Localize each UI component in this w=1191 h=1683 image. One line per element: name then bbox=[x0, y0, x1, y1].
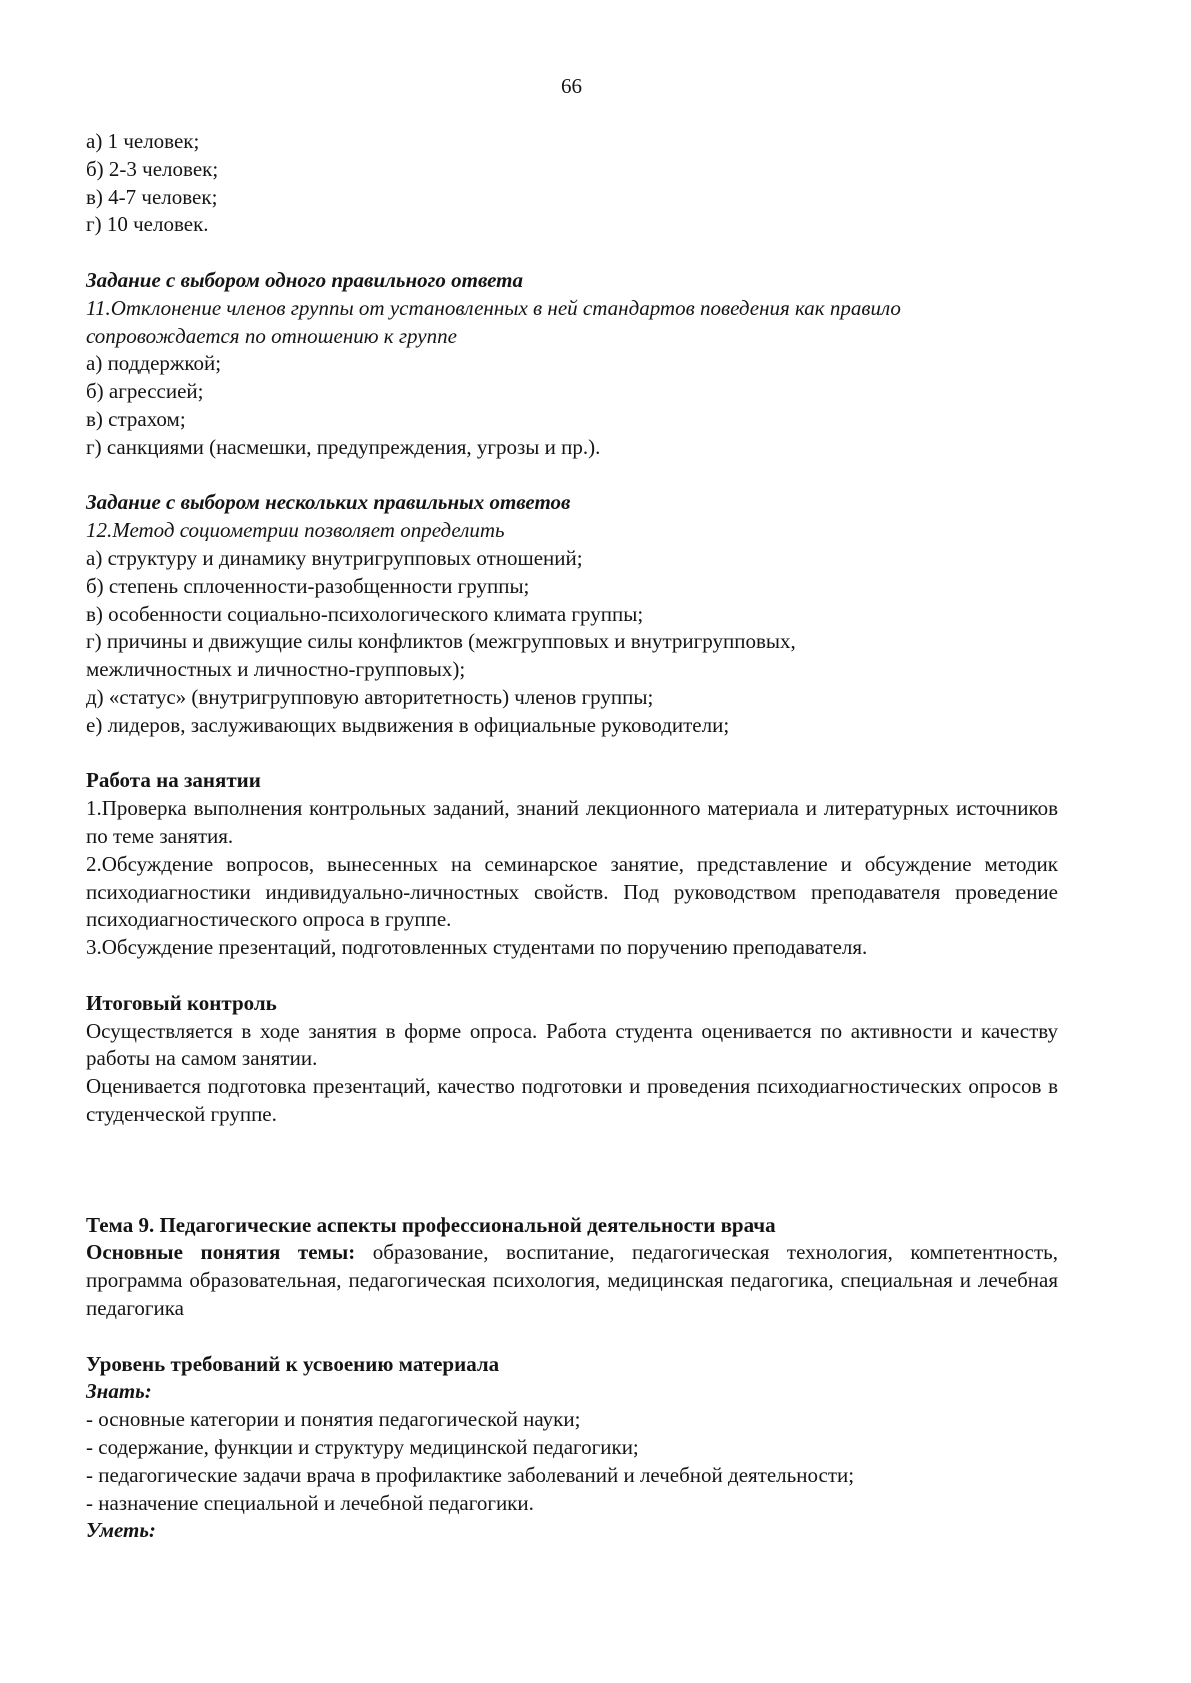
class-work-section bbox=[86, 767, 1058, 962]
option-e: д) «статус» (внутригрупповую авторитетность) членов группы; bbox=[86, 684, 654, 709]
key-concepts-label: Основные понятия темы: bbox=[86, 1240, 356, 1265]
option-b: б) степень сплоченности-разобщенности группы; bbox=[86, 573, 530, 598]
task-12 bbox=[86, 489, 1058, 739]
option-a: а) структуру и динамику внутригрупповых отношений; bbox=[86, 545, 583, 570]
option-d: г) причины и движущие силы конфликтов (межгрупповых и внутригрупповых, bbox=[86, 629, 796, 654]
option-d: г) 10 человек. bbox=[86, 212, 209, 237]
class-work-item-3: 3.Обсуждение презентаций, подготовленных студентами по поручению преподавателя. bbox=[86, 935, 868, 960]
question-text: сопровождается по отношению к группе bbox=[86, 323, 457, 348]
option-d-continued: межличностных и личностно-групповых); bbox=[86, 657, 466, 682]
know-item: - содержание, функции и структуру медицинской педагогики; bbox=[86, 1435, 639, 1460]
option-c: в) 4-7 человек; bbox=[86, 184, 218, 209]
can-label: Уметь: bbox=[86, 1518, 156, 1543]
option-c: в) страхом; bbox=[86, 406, 186, 431]
key-concepts bbox=[86, 1239, 1058, 1322]
option-d: г) санкциями (насмешки, предупреждения, угрозы и пр.). bbox=[86, 434, 601, 459]
page-content bbox=[86, 128, 1058, 1545]
page-number: 66 bbox=[561, 74, 582, 98]
option-b: б) агрессией; bbox=[86, 379, 204, 404]
question-text: 12.Метод социометрии позволяет определить bbox=[86, 518, 505, 543]
paragraph: Осуществляется в ходе занятия в форме опроса. Работа студента оценивается по активности и качеству работы на самом занятии. bbox=[86, 1018, 1058, 1071]
section-heading: Итоговый контроль bbox=[86, 990, 277, 1015]
option-a: а) поддержкой; bbox=[86, 351, 222, 376]
know-item: - назначение специальной и лечебной педагогики. bbox=[86, 1490, 534, 1515]
section-heading: Работа на занятии bbox=[86, 768, 261, 793]
class-work-item-1: 1.Проверка выполнения контрольных заданий, знаний лекционного материала и литературных источников по теме занятия. bbox=[86, 796, 1058, 848]
final-control-section bbox=[86, 990, 1058, 1129]
class-work-item-2: 2.Обсуждение вопросов, вынесенных на семинарское занятие, представление и обсуждение методик психодиагностики индивидуально-личностных свойств. Под руководством преподавателя проведение психодиагностического опроса в группе. bbox=[86, 851, 1058, 932]
task-type-heading: Задание с выбором одного правильного ответа bbox=[86, 267, 523, 292]
topic-title: Тема 9. Педагогические аспекты профессиональной деятельности врача bbox=[86, 1212, 776, 1237]
q10-options bbox=[86, 128, 1058, 239]
know-label: Знать: bbox=[86, 1379, 152, 1404]
requirements-section bbox=[86, 1351, 1058, 1546]
question-text: 11.Отклонение членов группы от установленных в ней стандартов поведения как правило bbox=[86, 295, 901, 320]
topic-9-section bbox=[86, 1212, 1058, 1323]
task-type-heading: Задание с выбором нескольких правильных ответов bbox=[86, 490, 571, 515]
option-c: в) особенности социально-психологического климата группы; bbox=[86, 601, 644, 626]
option-a: а) 1 человек; bbox=[86, 129, 200, 153]
task-11 bbox=[86, 267, 1058, 462]
section-heading: Уровень требований к усвоению материала bbox=[86, 1351, 500, 1376]
option-f: е) лидеров, заслуживающих выдвижения в официальные руководители; bbox=[86, 712, 730, 737]
paragraph: Оценивается подготовка презентаций, качество подготовки и проведения психодиагностических опросов в студенческой группе. bbox=[86, 1074, 1058, 1126]
key-concepts-text: образование, воспитание, педагогическая технология, компетентность, программа образовательная, педагогическая психология, медицинская педагогика, специальная и лечебная педагогика bbox=[86, 1240, 1059, 1321]
know-item: - педагогические задачи врача в профилактике заболеваний и лечебной деятельности; bbox=[86, 1462, 855, 1487]
know-item: - основные категории и понятия педагогической науки; bbox=[86, 1407, 581, 1432]
option-b: б) 2-3 человек; bbox=[86, 156, 219, 181]
